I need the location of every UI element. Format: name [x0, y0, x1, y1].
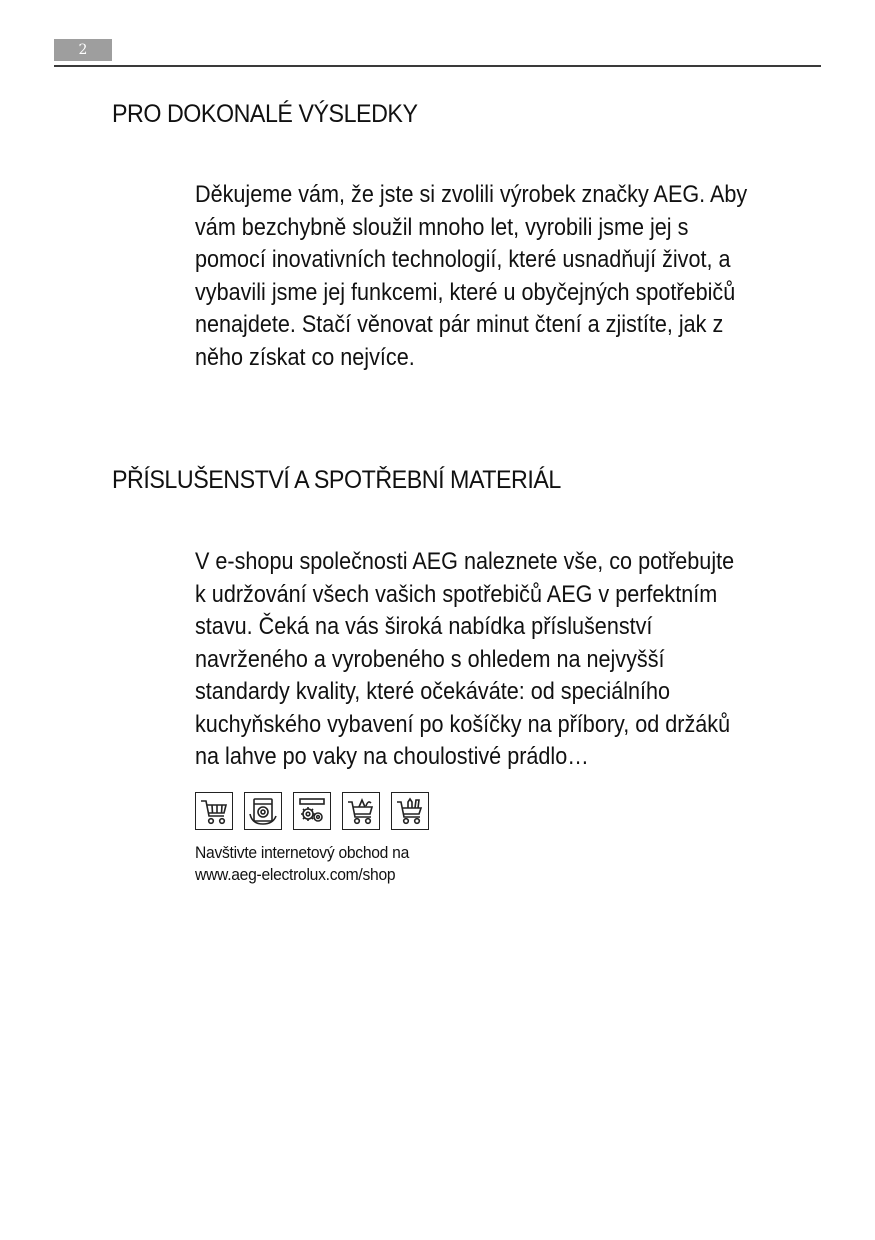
washing-machine-icon	[244, 792, 282, 830]
page-number-badge: 2	[54, 39, 112, 61]
paragraph-line: Děkujeme vám, že jste si zvolili výrobek značky AEG. Aby	[195, 181, 748, 208]
shop-url-link[interactable]: www.aeg-electrolux.com/shop	[195, 865, 396, 884]
paragraph-line: standardy kvality, které očekáváte: od speciálního	[195, 678, 671, 705]
cart-accessories-icon	[342, 792, 380, 830]
paragraph-line: V e-shopu společnosti AEG naleznete vše, co potřebujte	[195, 548, 735, 575]
header-rule	[54, 65, 821, 67]
shop-note-line: Navštivte internetový obchod na	[195, 843, 410, 862]
paragraph-line: nenajdete. Stačí věnovat pár minut čtení a zjistíte, jak z	[195, 311, 724, 338]
shop-icon-row	[195, 792, 429, 830]
section-paragraph-results	[195, 179, 807, 374]
paragraph-line: vybavili jsme jej funkcemi, které u obyčejných spotřebičů	[195, 278, 736, 306]
paragraph-line: pomocí inovativních technologií, které usnadňují život, a	[195, 246, 731, 273]
paragraph-line: navrženého a vyrobeného s ohledem na nejvyšší	[195, 645, 665, 673]
gear-parts-icon	[293, 792, 331, 830]
cart-bottles-icon	[391, 792, 429, 830]
paragraph-line: stavu. Čeká na vás široká nabídka příslušenství	[195, 613, 653, 640]
paragraph-line: k udržování všech vašich spotřebičů AEG v perfektním	[195, 580, 718, 608]
section-paragraph-accessories	[195, 546, 807, 774]
paragraph-line: něho získat co nejvíce.	[195, 343, 415, 371]
section-heading-results: PRO DOKONALÉ VÝSLEDKY	[112, 100, 418, 128]
section-heading-accessories: PŘÍSLUŠENSTVÍ A SPOTŘEBNÍ MATERIÁL	[112, 466, 561, 494]
shopping-cart-icon	[195, 792, 233, 830]
paragraph-line: vám bezchybně sloužil mnoho let, vyrobili jsme jej s	[195, 213, 689, 241]
paragraph-line: kuchyňského vybavení po košíčky na příbory, od držáků	[195, 710, 731, 738]
shop-note	[195, 842, 409, 886]
paragraph-line: na lahve po vaky na choulostivé prádlo…	[195, 743, 589, 770]
